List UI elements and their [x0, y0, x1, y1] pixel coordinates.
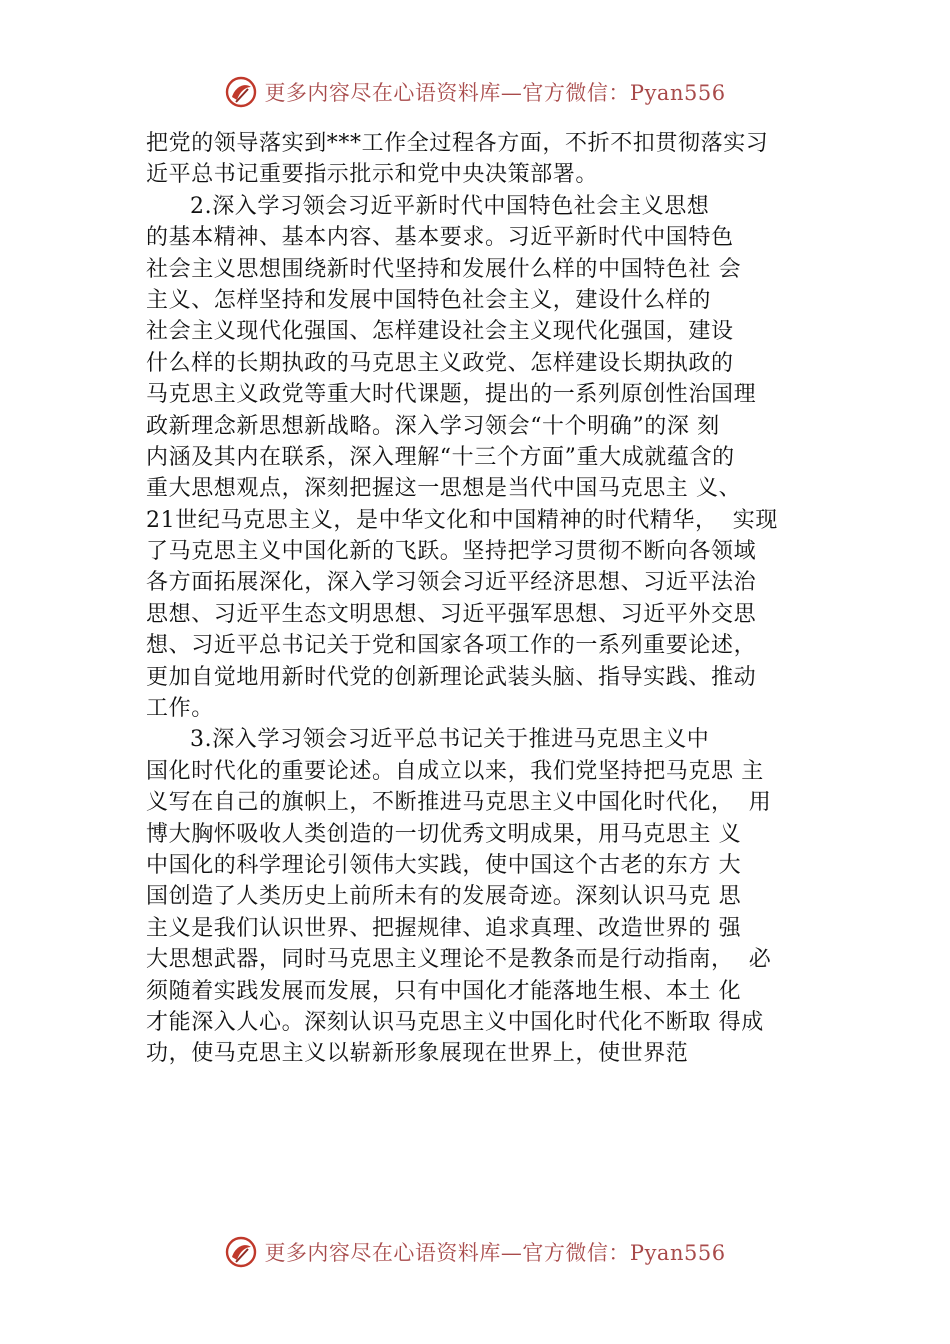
text-line: 了马克思主义中国化新的飞跃。坚持把学习贯彻不断向各领域 [146, 539, 757, 565]
header-banner [0, 72, 950, 112]
text-line: 博大胸怀吸收人类创造的一切优秀文明成果，用马克思主 义 [146, 821, 742, 847]
text-line: 马克思主义政党等重大时代课题，提出的一系列原创性治国理 [146, 382, 757, 408]
text-line: 内涵及其内在联系，深入理解“十三个方面”重大成就蕴含的 [146, 444, 735, 470]
section-heading-3: 3.深入学习领会习近平总书记关于推进马克思主义中 [190, 727, 710, 753]
text-line: 近平总书记重要指示批示和党中央决策部署。 [146, 162, 599, 188]
text-line: 国创造了人类历史上前所未有的发展奇迹。深刻认识马克 思 [146, 884, 742, 910]
text-line: 重大思想观点，深刻把握这一思想是当代中国马克思主 义、 [146, 476, 742, 502]
header-banner-text: 更多内容尽在心语资料库—官方微信：Pyan556 [264, 81, 726, 105]
text-line: 21世纪马克思主义，是中华文化和中国精神的时代精华， 实现 [146, 507, 778, 533]
text-line: 义写在自己的旗帜上，不断推进马克思主义中国化时代化， 用 [146, 790, 772, 816]
text-line: 社会主义现代化强国、怎样建设社会主义现代化强国，建设 [146, 319, 734, 345]
document-body [146, 128, 846, 1070]
text-line: 思想、习近平生态文明思想、习近平强军思想、习近平外交思 [146, 601, 757, 627]
text-line: 大思想武器，同时马克思主义理论不是教条而是行动指南， 必 [146, 947, 772, 973]
text-line: 各方面拓展深化，深入学习领会习近平经济思想、习近平法治 [146, 570, 757, 596]
text-line: 中国化的科学理论引领伟大实践，使中国这个古老的东方 大 [146, 852, 742, 878]
text-line: 国化时代化的重要论述。自成立以来，我们党坚持把马克思 主 [146, 758, 764, 784]
text-line: 把党的领导落实到***工作全过程各方面，不折不扣贯彻落实习 [146, 131, 769, 156]
text-line: 政新理念新思想新战略。深入学习领会“十个明确”的深 刻 [146, 413, 720, 439]
text-line: 须随着实践发展而发展，只有中国化才能落地生根、本土 化 [146, 978, 742, 1004]
text-line: 工作。 [146, 696, 214, 722]
text-line: 才能深入人心。深刻认识马克思主义中国化时代化不断取 得成 [146, 1009, 764, 1035]
logo-icon [224, 1235, 258, 1269]
text-line: 主义、怎样坚持和发展中国特色社会主义，建设什么样的 [146, 287, 712, 313]
text-line: 功，使马克思主义以崭新形象展现在世界上，使世界范 [146, 1041, 689, 1067]
text-line: 的基本精神、基本内容、基本要求。习近平新时代中国特色 [146, 225, 734, 251]
text-line: 更加自觉地用新时代党的创新理论武装头脑、指导实践、推动 [146, 664, 757, 690]
logo-icon [224, 75, 258, 109]
section-heading-2: 2.深入学习领会习近平新时代中国特色社会主义思想 [190, 193, 710, 219]
footer-banner [0, 1232, 950, 1272]
text-line: 想、习近平总书记关于党和国家各项工作的一系列重要论述， [146, 633, 757, 659]
text-line: 社会主义思想围绕新时代坚持和发展什么样的中国特色社 会 [146, 256, 742, 282]
text-line: 主义是我们认识世界、把握规律、追求真理、改造世界的 强 [146, 915, 742, 941]
footer-banner-text: 更多内容尽在心语资料库—官方微信：Pyan556 [264, 1241, 726, 1265]
text-line: 什么样的长期执政的马克思主义政党、怎样建设长期执政的 [146, 350, 734, 376]
